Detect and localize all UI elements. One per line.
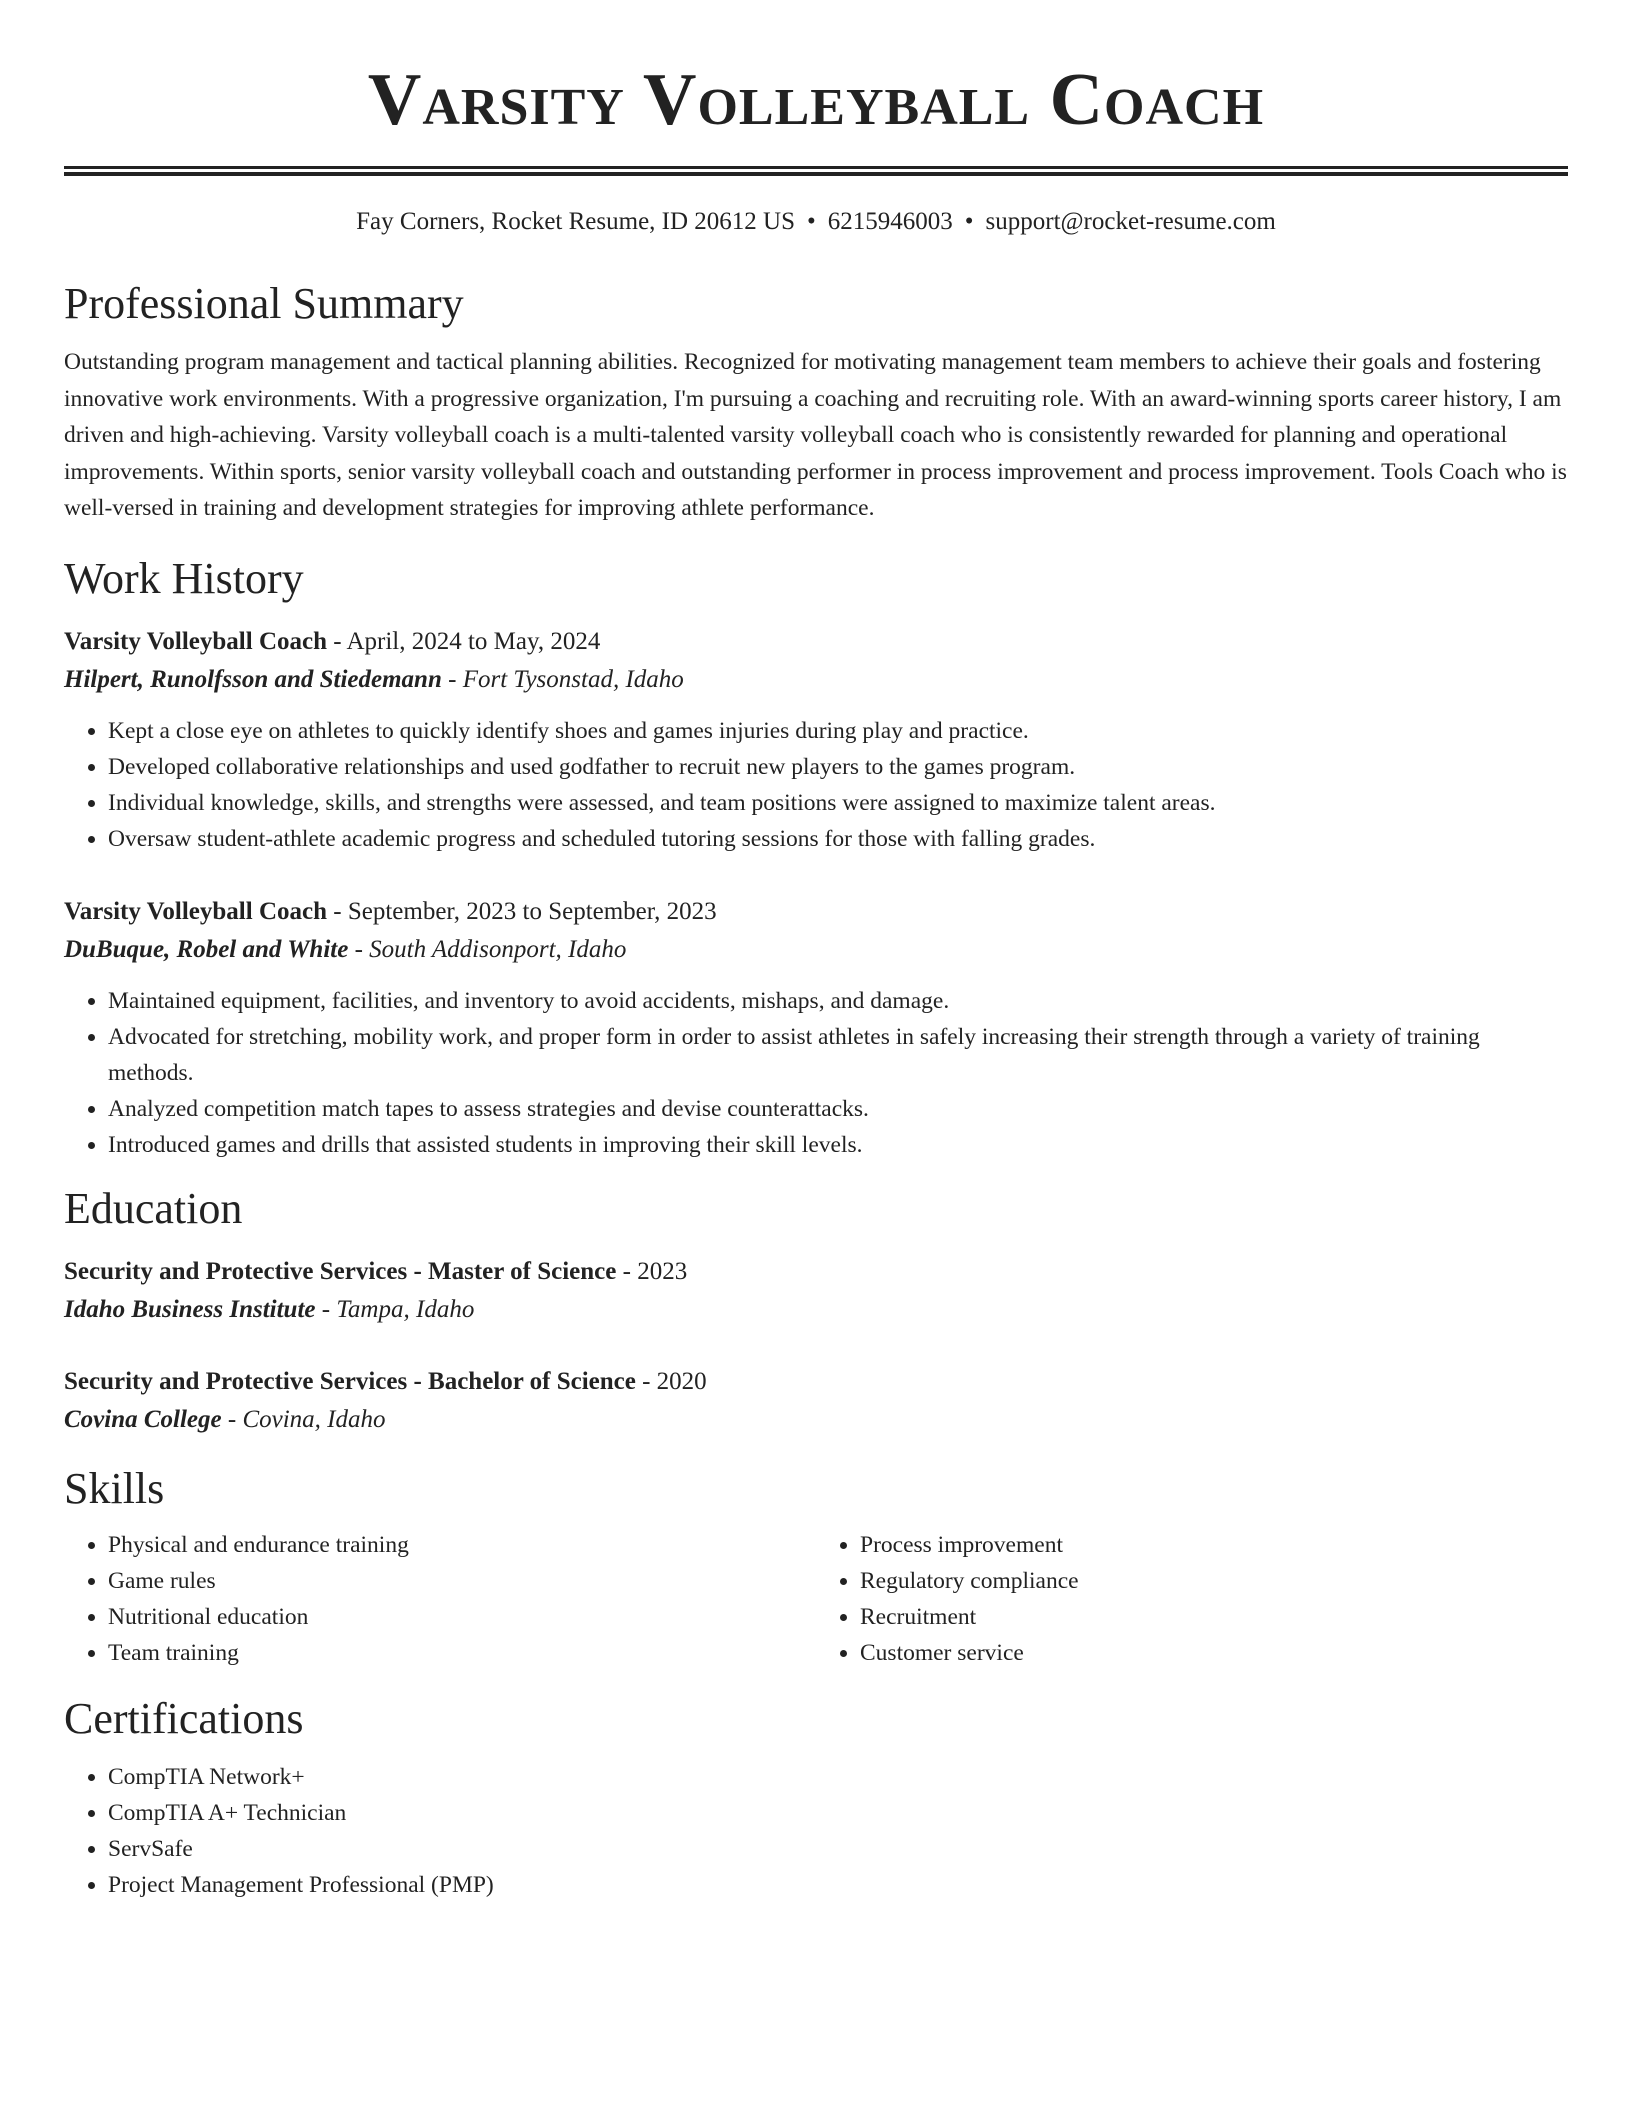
certifications-heading: Certifications	[64, 1693, 304, 1743]
job-location: - South Addisonport, Idaho	[348, 935, 627, 963]
education-entry	[64, 1363, 1568, 1439]
job-role: Varsity Volleyball Coach	[64, 897, 328, 925]
work-history-heading: Work History	[64, 553, 304, 603]
job-role: Varsity Volleyball Coach	[64, 627, 328, 655]
candidate-name: Varsity Volleyball Coach	[367, 59, 1265, 141]
job-company: Hilpert, Runolfsson and Stiedemann	[64, 665, 442, 693]
header-divider	[64, 166, 1568, 176]
job-bullet: • Oversaw student-athlete academic progress and scheduled tutoring sessions for those with falling grades.	[108, 821, 1568, 857]
certification-item: • CompTIA A+ Technician	[108, 1795, 1568, 1831]
degree-year: - 2023	[616, 1257, 688, 1285]
skill-item: • Customer service	[860, 1635, 1568, 1671]
school-location: - Tampa, Idaho	[315, 1295, 475, 1323]
job-bullet: • Advocated for stretching, mobility work, and proper form in order to assist athletes in safely increasing their strength through a variety of training methods.	[108, 1019, 1568, 1091]
job-dates: - September, 2023 to September, 2023	[327, 897, 717, 925]
school-line	[64, 1401, 1568, 1439]
job-company: DuBuque, Robel and White	[64, 935, 349, 963]
degree-name: Security and Protective Services - Master of Science	[64, 1257, 617, 1285]
job-entry	[64, 623, 1568, 857]
job-location: - Fort Tysonstad, Idaho	[441, 665, 684, 693]
job-bullet: • Maintained equipment, facilities, and inventory to avoid accidents, mishaps, and damage.	[108, 983, 1568, 1019]
job-title-line	[64, 893, 1568, 931]
skill-item: • Process improvement	[860, 1527, 1568, 1563]
job-bullets	[64, 713, 1568, 857]
skills-list-left	[64, 1527, 816, 1671]
skill-item: • Recruitment	[860, 1599, 1568, 1635]
contact-separator: •	[964, 208, 974, 235]
contact-line	[64, 206, 1568, 238]
degree-year: - 2020	[635, 1367, 707, 1395]
contact-address: Fay Corners, Rocket Resume, ID 20612 US	[356, 208, 795, 235]
contact-phone: 6215946003	[827, 208, 953, 235]
job-company-line	[64, 661, 1568, 699]
skill-item: • Physical and endurance training	[108, 1527, 816, 1563]
job-bullet: • Analyzed competition match tapes to assess strategies and devise counterattacks.	[108, 1091, 1568, 1127]
summary-heading: Professional Summary	[64, 279, 464, 328]
certifications-list	[64, 1759, 1568, 1903]
school-line	[64, 1291, 1568, 1329]
certification-item: • CompTIA Network+	[108, 1759, 1568, 1795]
summary-text: Outstanding program management and tactical planning abilities. Recognized for motivating management team members to achieve their goals and fostering innovative work environments. With a progressive organization, I'm pursuing a coaching and recruiting role. With an award-winning sports career history, I am driven and high-achieving. Varsity volleyball coach is a multi-talented varsity volleyball coach who is consistently rewarded for planning and operational improvements. Within sports, senior varsity volleyball coach and outstanding performer in process improvement and process improvement. Tools Coach who is well-versed in training and development strategies for improving athlete performance.	[64, 349, 1567, 521]
job-title-line	[64, 623, 1568, 661]
skill-item: • Nutritional education	[108, 1599, 816, 1635]
job-bullet: • Developed collaborative relationships and used godfather to recruit new players to the games program.	[108, 749, 1568, 785]
certification-item: • Project Management Professional (PMP)	[108, 1867, 1568, 1903]
certification-item: • ServSafe	[108, 1831, 1568, 1867]
education-heading: Education	[64, 1183, 243, 1233]
skills-columns	[64, 1527, 1568, 1671]
degree-line	[64, 1253, 1568, 1291]
skill-item: • Game rules	[108, 1563, 816, 1599]
skills-heading: Skills	[64, 1463, 165, 1513]
job-company-line	[64, 931, 1568, 969]
contact-separator: •	[807, 208, 816, 235]
skills-list-right	[816, 1527, 1568, 1671]
job-bullet: • Kept a close eye on athletes to quickly identify shoes and games injuries during play and practice.	[108, 713, 1568, 749]
school-name: Covina College	[64, 1405, 222, 1433]
degree-name: Security and Protective Services - Bachelor of Science	[64, 1367, 636, 1395]
job-dates: - April, 2024 to May, 2024	[327, 627, 601, 655]
education-entry	[64, 1253, 1568, 1329]
certifications-section	[64, 1759, 1568, 1903]
job-entry	[64, 893, 1568, 1163]
school-name: Idaho Business Institute	[64, 1295, 316, 1323]
contact-email: support@rocket-resume.com	[985, 208, 1276, 235]
job-bullet: • Introduced games and drills that assisted students in improving their skill levels.	[108, 1127, 1568, 1163]
skill-item: • Regulatory compliance	[860, 1563, 1568, 1599]
skill-item: • Team training	[108, 1635, 816, 1671]
degree-line	[64, 1363, 1568, 1401]
school-location: - Covina, Idaho	[221, 1405, 386, 1433]
job-bullets	[64, 983, 1568, 1163]
job-bullet: • Individual knowledge, skills, and strengths were assessed, and team positions were assigned to maximize talent areas.	[108, 785, 1568, 821]
